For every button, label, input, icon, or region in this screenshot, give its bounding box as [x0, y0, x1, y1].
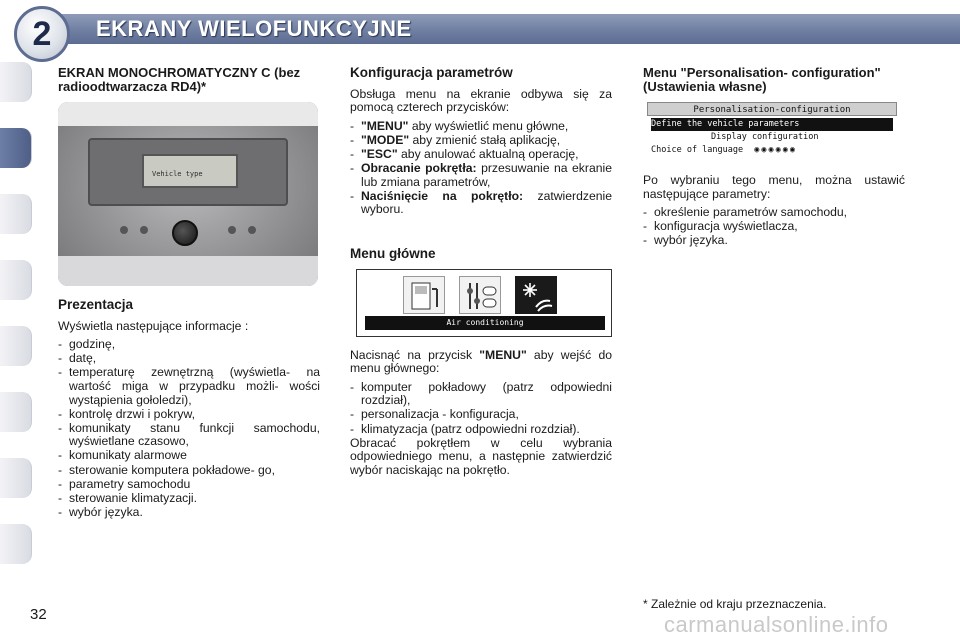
konfiguracja-list	[350, 120, 612, 217]
page-number: 32	[30, 606, 47, 623]
console-photo	[58, 102, 318, 286]
right-column	[643, 66, 905, 248]
console-screen-housing	[88, 138, 288, 206]
language-flag-icons: ◉◉◉◉◉◉	[754, 145, 797, 155]
side-tab	[0, 194, 32, 234]
personalisation-row-language-text: Choice of language	[651, 145, 744, 155]
list-item-text: aby anulować aktualną operację,	[397, 146, 579, 161]
menu-glowne-outro: Obracać pokrętłem w celu wybrania odpowiedniego menu, a następnie zatwierdzić wybór naciskając na pokrętło.	[350, 435, 612, 477]
header	[0, 0, 960, 58]
list-item	[350, 190, 612, 217]
list-item: - komputer pokładowy (patrz odpowiedni rozdział),	[350, 381, 612, 408]
list-item: - godzinę,	[58, 338, 320, 352]
list-item: - parametry samochodu	[58, 478, 320, 492]
list-item-key: Naciśnięcie na pokrętło:	[361, 188, 524, 203]
left-column	[58, 66, 320, 520]
section-heading-personalisation: Menu "Personalisation- configuration" (Ustawienia własne)	[643, 65, 881, 94]
list-item: - klimatyzacja (patrz odpowiedni rozdział).	[350, 423, 612, 437]
personalisation-row-language	[651, 144, 893, 157]
list-item-text: przesuwanie na ekranie lub zmiana parametrów,	[361, 161, 612, 189]
konfiguracja-intro: Obsługa menu na ekranie odbywa się za pomocą czterech przycisków:	[350, 86, 612, 115]
chapter-number-badge: 2	[14, 6, 70, 62]
side-tab-active	[0, 128, 32, 168]
console-button	[120, 226, 128, 234]
list-item: - komunikaty alarmowe	[58, 449, 320, 463]
list-item	[350, 134, 612, 148]
list-item: - komunikaty stanu funkcji samochodu, wyświetlane czasowo,	[58, 422, 320, 449]
list-item: - personalizacja - konfiguracja,	[350, 408, 612, 422]
prezentacja-list	[58, 338, 320, 519]
personalisation-screenshot	[643, 102, 897, 160]
list-item-key: "MENU"	[361, 118, 409, 133]
list-item: - sterowanie klimatyzacji.	[58, 492, 320, 506]
list-item-text: aby zmienić stałą aplikację,	[409, 132, 561, 147]
list-item: - datę,	[58, 352, 320, 366]
footnote: * Zależnie od kraju przeznaczenia.	[643, 597, 827, 611]
section-heading-konfiguracja: Konfiguracja parametrów	[350, 65, 513, 80]
list-item: - wybór języka.	[643, 234, 905, 248]
list-item	[350, 162, 612, 189]
menu-glowne-list	[350, 381, 612, 436]
menu-intro-key: "MENU"	[479, 347, 527, 362]
chapter-side-tabs	[0, 62, 34, 582]
personalisation-icon	[459, 276, 501, 314]
list-item: - kontrolę drzwi i pokryw,	[58, 408, 320, 422]
personalisation-row-display: Display configuration	[711, 132, 819, 142]
middle-column	[350, 66, 612, 482]
list-item: - temperaturę zewnętrzną (wyświetla- na wartość miga w przypadku możli- wości wystąpienia gołoledzi),	[58, 366, 320, 407]
list-item-key: "MODE"	[361, 132, 410, 147]
console-lcd-text: Vehicle type	[152, 170, 203, 178]
console-button	[228, 226, 236, 234]
side-tab	[0, 524, 32, 564]
personalisation-row-vehicle-params: Define the vehicle parameters	[651, 118, 893, 131]
list-item-text: aby wyświetlić menu główne,	[408, 118, 569, 133]
side-tab	[0, 260, 32, 300]
list-item: - określenie parametrów samochodu,	[643, 206, 905, 220]
watermark: carmanualsonline.info	[664, 612, 889, 637]
side-tab	[0, 326, 32, 366]
personalisation-intro: Po wybraniu tego menu, można ustawić następujące parametry:	[643, 173, 905, 201]
console-button	[248, 226, 256, 234]
side-tab	[0, 392, 32, 432]
menu-glowne-intro	[350, 349, 612, 376]
console-button	[140, 226, 148, 234]
section-heading-monochrome-screen: EKRAN MONOCHROMATYCZNY C (bez radioodtwarzacza RD4)*	[58, 65, 301, 94]
list-item	[350, 120, 612, 134]
console-knob	[172, 220, 198, 246]
console-bottom-panel	[58, 256, 318, 286]
main-menu-screenshot	[356, 269, 612, 337]
console-lcd	[142, 154, 238, 188]
list-item-text: zatwierdzenie wyboru.	[361, 188, 612, 217]
page-title: EKRANY WIELOFUNKCYJNE	[96, 16, 412, 41]
list-item-key: "ESC"	[361, 146, 398, 161]
list-item: - sterowanie komputera pokładowe- go,	[58, 464, 320, 478]
list-item	[350, 148, 612, 162]
menu-intro-before: Nacisnąć na przycisk	[350, 347, 480, 362]
side-tab	[0, 62, 32, 102]
list-item-key: Obracanie pokrętła:	[361, 161, 477, 176]
section-heading-prezentacja: Prezentacja	[58, 297, 134, 312]
section-heading-menu-glowne: Menu główne	[350, 245, 436, 261]
personalisation-list	[643, 206, 905, 248]
console-top-panel	[58, 102, 318, 126]
list-item: - wybór języka.	[58, 506, 320, 520]
list-item: - konfiguracja wyświetlacza,	[643, 220, 905, 234]
main-menu-selected-label: Air conditioning	[365, 316, 605, 330]
prezentacja-intro: Wyświetla następujące informacje :	[58, 318, 249, 333]
menu-intro-after: aby wejść do menu głównego:	[350, 347, 612, 376]
personalisation-screen-title: Personalisation-configuration	[647, 102, 897, 116]
trip-computer-icon	[403, 276, 445, 314]
side-tab	[0, 458, 32, 498]
air-conditioning-icon	[515, 276, 557, 314]
